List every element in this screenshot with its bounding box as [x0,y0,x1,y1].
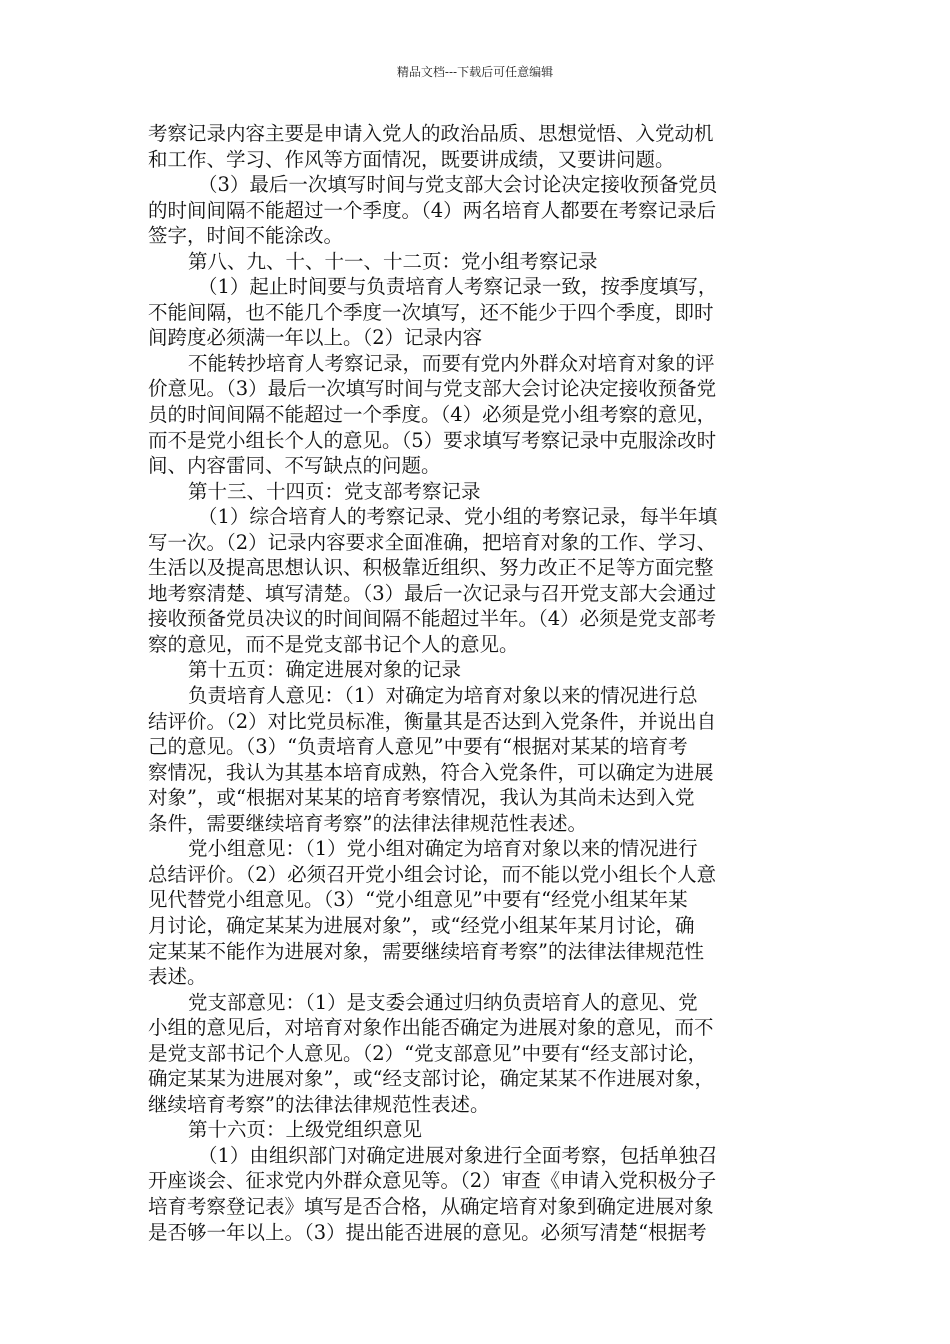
text-line: 党支部意见：（1）是支委会通过归纳负责培育人的意见、党 [188,990,698,1014]
text-line: 总结评价。（2）必须召开党小组会讨论，而不能以党小组长个人意 [148,862,717,886]
text-line: 不能转抄培育人考察记录，而要有党内外群众对培育对象的评 [188,351,715,375]
text-line: 和工作、学习、作风等方面情况，既要讲成绩，又要讲问题。 [148,147,675,171]
text-line: 己的意见。（3）“负责培育人意见”中要有“根据对某某的培育考 [148,735,688,759]
text-line: 第十三、十四页：党支部考察记录 [188,479,481,503]
text-line: 结评价。（2）对比党员标准，衡量其是否达到入党条件，并说出自 [148,709,717,733]
text-line: 表述。 [148,965,207,989]
text-line: 察情况，我认为其基本培育成熟，符合入党条件，可以确定为进展 [148,760,714,784]
text-line: 小组的意见后，对培育对象作出能否确定为进展对象的意见，而不 [148,1016,714,1040]
text-line: 是党支部书记个人意见。（2）“党支部意见”中要有“经支部讨论， [148,1041,708,1065]
document-body [148,121,812,1245]
text-line: 确定某某为进展对象”，或“经支部讨论，确定某某不作进展对象， [148,1067,714,1091]
text-line: 定某某不能作为进展对象，需要继续培育考察”的法律法律规范性 [148,939,704,963]
text-line: 地考察清楚、填写清楚。（3）最后一次记录与召开党支部大会通过 [148,581,717,605]
text-line: （3）最后一次填写时间与党支部大会讨论决定接收预备党员 [198,173,718,197]
text-line: 生活以及提高思想认识、积极靠近组织、努力改正不足等方面完整 [148,556,714,580]
text-line: 第十六页：上级党组织意见 [188,1118,423,1142]
text-line: 而不是党小组长个人的意见。（5）要求填写考察记录中克服涂改时 [148,428,717,452]
text-line: 不能间隔，也不能几个季度一次填写，还不能少于四个季度，即时 [148,300,714,324]
text-line: 开座谈会、征求党内外群众意见等。（2）审查《申请入党积极分子 [148,1169,717,1193]
text-line: 察的意见，而不是党支部书记个人的意见。 [148,632,519,656]
text-line: 间、内容雷同、不写缺点的问题。 [148,454,441,478]
text-line: （1）由组织部门对确定进展对象进行全面考察，包括单独召 [198,1143,718,1167]
text-line: 月讨论，确定某某为进展对象”，或“经党小组某年某月讨论，确 [148,913,695,937]
text-line: 第十五页：确定进展对象的记录 [188,658,462,682]
page-header: 精品文档---下载后可任意编辑 [396,65,554,79]
text-line: 继续培育考察”的法律法律规范性表述。 [148,1092,490,1116]
text-line: 负责培育人意见：（1）对确定为培育对象以来的情况进行总 [188,684,698,708]
text-line: 是否够一年以上。（3）提出能否进展的意见。必须写清楚“根据考 [148,1220,707,1244]
text-line: 接收预备党员决议的时间间隔不能超过半年。（4）必须是党支部考 [148,607,717,631]
text-line: 第八、九、十、十一、十二页：党小组考察记录 [188,249,598,273]
text-line: 培育考察登记表》填写是否合格，从确定培育对象到确定进展对象 [148,1194,714,1218]
text-line: （1）综合培育人的考察记录、党小组的考察记录，每半年填 [198,505,718,529]
text-line: 的时间间隔不能超过一个季度。（4）两名培育人都要在考察记录后 [148,198,717,222]
text-line: 见代替党小组意见。（3）“党小组意见”中要有“经党小组某年某 [148,888,688,912]
text-line: 签字，时间不能涂改。 [148,224,344,248]
text-line: 员的时间间隔不能超过一个季度。（4）必须是党小组考察的意见， [148,403,717,427]
text-line: 党小组意见：（1）党小组对确定为培育对象以来的情况进行 [188,837,698,861]
text-line: （1）起止时间要与负责培育人考察记录一致，按季度填写， [198,275,718,299]
text-line: 写一次。（2）记录内容要求全面准确，把培育对象的工作、学习、 [148,530,717,554]
text-line: 考察记录内容主要是申请入党人的政治品质、思想觉悟、入党动机 [148,122,714,145]
text-line: 对象”，或“根据对某某的培育考察情况，我认为其尚未达到入党 [148,786,695,810]
text-line: 间跨度必须满一年以上。（2）记录内容 [148,326,483,350]
text-line: 条件，需要继续培育考察”的法律法律规范性表述。 [148,811,587,835]
text-line: 价意见。（3）最后一次填写时间与党支部大会讨论决定接收预备党 [148,377,717,401]
